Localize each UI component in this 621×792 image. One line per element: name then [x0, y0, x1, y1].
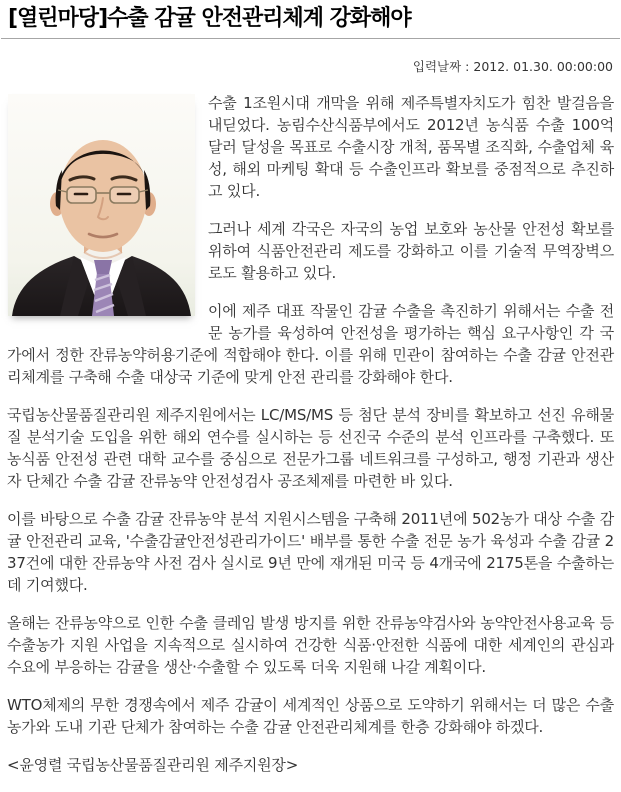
article-body [0, 92, 621, 776]
article-paragraph: 국립농산물품질관리원 제주지원에서는 LC/MS/MS 등 첨단 분석 장비를 확보하고 선진 유해물질 분석기술 도입을 위한 해외 연수를 실시하는 등 선진국 수준의 분석 인프라를 구축했다. 또 농식품 안전성 관련 대학 교수를 중심으로 전문가그룹 네트워크를 구성하고, 행정 기관과 생산자 단체간 수출 감귤 잔류농약 안전성검사 공조체제를 마련한 바 있다. [7, 406, 614, 490]
article-paragraph: 수출 1조원시대 개막을 위해 제주특별자치도가 힘찬 발걸음을 내딛었다. 농림수산식품부에서도 2012년 농식품 수출 100억 달러 달성을 목표로 수출시장 개척, 품목별 조직화, 수출업체 육성, 해외 마케팅 확대 등 수출인프라 확보를 중점적으로 추진하고 있다. [208, 94, 614, 200]
article-paragraph: 그러나 세계 각국은 자국의 농업 보호와 농산물 안전성 확보를 위하여 식품안전관리 제도를 강화하고 이를 기술적 무역장벽으로도 활용하고 있다. [208, 220, 614, 282]
portrait-illustration [8, 94, 195, 316]
article-paragraph: 올해는 잔류농약으로 인한 수출 클레임 발생 방지를 위한 잔류농약검사와 농약안전사용교육 등 수출농가 지원 사업을 지속적으로 실시하여 건강한 식품·안전한 식품에 대한 세계인의 관심과 수요에 부응하는 감귤을 생산·수출할 수 있도록 더욱 지원해 나갈 계획이다. [7, 614, 614, 676]
author-portrait-photo [8, 94, 195, 316]
author-byline: <윤영렬 국립농산물품질관리원 제주지원장> [7, 756, 299, 774]
article-title: [열린마당]수출 감귤 안전관리체계 강화해야 [8, 6, 411, 31]
title-divider [1, 38, 620, 39]
article-paragraph: 이에 제주 대표 작물인 감귤 수출을 촉진하기 위해서는 수출 전문 농가를 육성하여 안전성을 평가하는 핵심 요구사항인 각 국가에서 정한 잔류농약허용기준에 적합해야 한다. 이를 위해 민관이 참여하는 수출 감귤 안전관리체계를 구축해 수출 대상국 기준에 맞게 안전 관리를 강화해야 한다. [7, 302, 614, 386]
article-paragraph: WTO체제의 무한 경쟁속에서 제주 감귤이 세계적인 상품으로 도약하기 위해서는 더 많은 수출 농가와 도내 기관 단체가 참여하는 수출 감귤 안전관리체계를 한층 강화해야 하겠다. [7, 696, 614, 736]
article-date: 입력날짜 : 2012. 01.30. 00:00:00 [412, 59, 613, 74]
article-paragraph: 이를 바탕으로 수출 감귤 잔류농약 분석 지원시스템을 구축해 2011년에 502농가 대상 수출 감귤 안전관리 교육, '수출감귤안전성관리가이드' 배부를 통한 수출 전문 농가 육성과 수출 감귤 237건에 대한 잔류농약 사전 검사 실시로 9년 만에 재개된 미국 등 4개국에 2175톤을 수출하는 데 기여했다. [7, 510, 614, 594]
